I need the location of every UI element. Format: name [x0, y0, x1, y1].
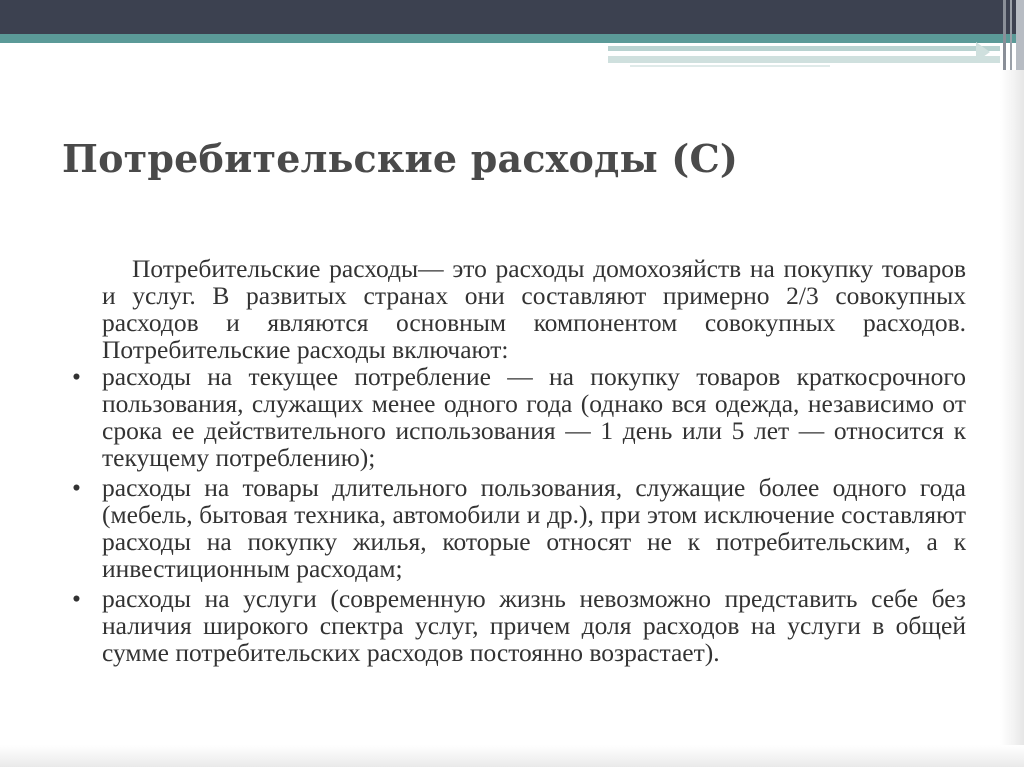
bullet-dot: • [72, 362, 81, 391]
bullet-item [72, 363, 966, 471]
top-banner-light-stripe [608, 46, 1000, 51]
bullet-dot: • [72, 584, 81, 613]
top-banner-teal-stripe [0, 34, 1024, 43]
bullet-item [72, 474, 966, 582]
page-shadow-right [1000, 70, 1024, 767]
top-banner-dark [0, 0, 1024, 34]
intro-paragraph: Потребительские расходы— это расходы домохозяйств на покупку товаров и услуг. В развитых странах они составляют примерно 2/3 совокупных расходов и являются основным компонентом совокупных расходов. Потребительские расходы включают: [102, 254, 966, 364]
page-shadow-bottom [0, 745, 1024, 767]
arrow-accent-icon [976, 42, 990, 62]
right-edge-strip-2 [1010, 0, 1012, 70]
bullet-text: расходы на услуги (современную жизнь невозможно представить себе без наличия широкого спектра услуг, причем доля расходов на услуги в общей сумме потребительских расходов постоянно возрастает). [102, 584, 966, 667]
bullet-dot: • [72, 473, 81, 502]
bullet-item [72, 585, 966, 666]
right-edge-strip [1003, 0, 1006, 70]
bullet-text: расходы на товары длительного пользования, служащие более одного года (мебель, бытовая техника, автомобили и др.), при этом исключение составляют расходы на покупку жилья, которые относят не к потребительским, а к инвестиционным расходам; [102, 473, 966, 583]
top-banner-light-stripe-3 [630, 65, 830, 67]
slide-body [72, 255, 966, 666]
right-edge-strip-3 [1016, 0, 1024, 70]
bullet-text: расходы на текущее потребление — на покупку товаров краткосрочного пользования, служащих менее одного года (однако вся одежда, независимо от срока ее действительного использования — 1 день или 5 лет — относится к текущему потреблению); [102, 362, 966, 472]
top-banner-light-stripe-2 [608, 56, 1000, 63]
slide-title: Потребительские расходы (С) [62, 136, 739, 181]
